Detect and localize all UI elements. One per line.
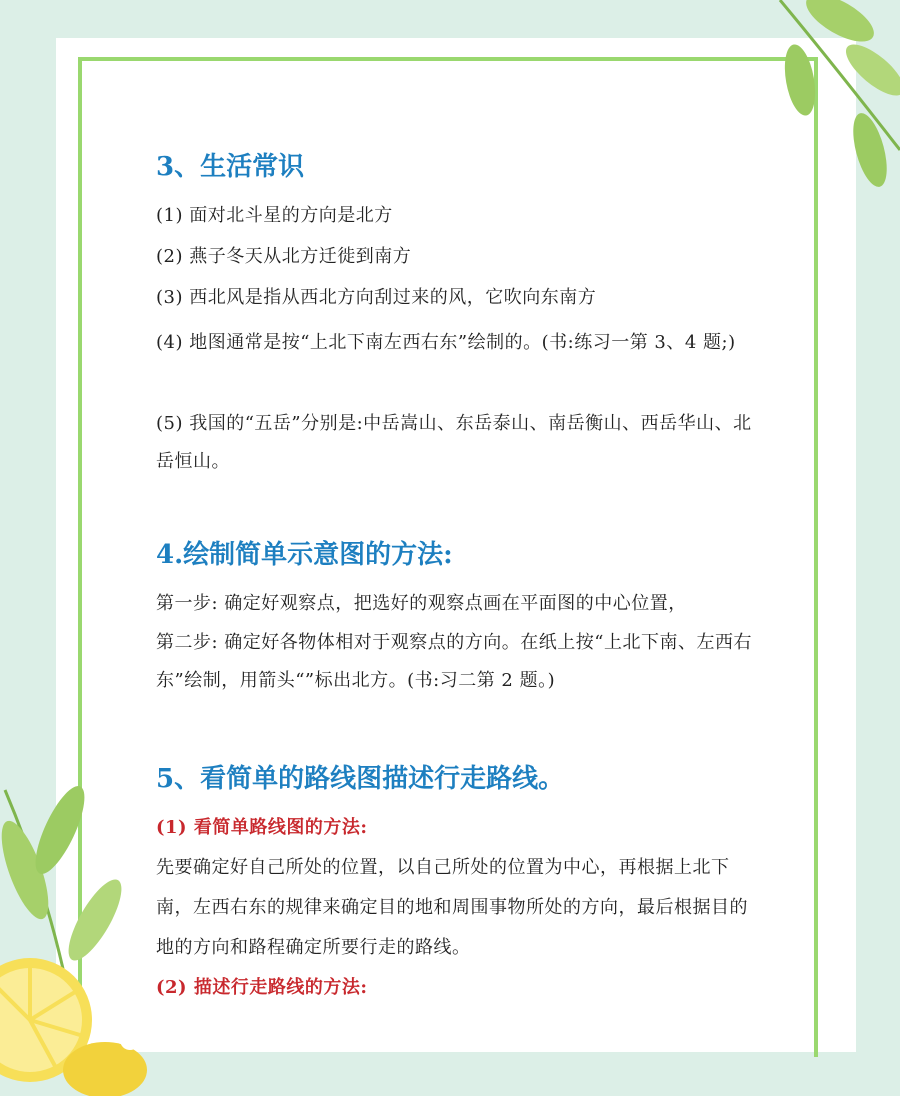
- lemon-leaves-bottom-left-icon: [0, 770, 170, 1096]
- section3-item-4: (4) 地图通常是按“上北下南左西右东”绘制的。(书:练习一第 3、4 题;): [156, 332, 736, 353]
- section3-item-3: (3) 西北风是指从西北方向刮过来的风，它吹向东南方: [156, 287, 597, 308]
- leaf-branch-top-right-icon: [770, 0, 900, 210]
- section5-sub1-text: 先要确定好自己所处的位置，以自己所处的位置为中心，再根据上北下南，左西右东的规律来确定目的地和周围事物所处的方向，最后根据目的地的方向和路程确定所要行走的路线。: [156, 857, 748, 958]
- section5-sub1-title: (1) 看简单路线图的方法:: [156, 817, 368, 838]
- section3-item-5: (5) 我国的“五岳”分别是:中岳嵩山、东岳泰山、南岳衡山、西岳华山、北岳恒山。: [156, 413, 752, 472]
- section5-sub2-title: (2) 描述行走路线的方法:: [156, 977, 368, 998]
- section3-item-2: (2) 燕子冬天从北方迁徙到南方: [156, 246, 412, 267]
- section4-step-1: 第一步: 确定好观察点，把选好的观察点画在平面图的中心位置，: [156, 593, 687, 614]
- section4-heading: 4.绘制简单示意图的方法:: [156, 540, 453, 570]
- section3-item-1: (1) 面对北斗星的方向是北方: [156, 205, 393, 226]
- section4-step-2: 第二步: 确定好各物体相对于观察点的方向。在纸上按“上北下南、左西右东”绘制，用箭头“”标出北方。(书:习二第 2 题。): [156, 632, 752, 691]
- section5-heading: 5、看简单的路线图描述行走路线。: [156, 764, 565, 794]
- section3-heading: 3、生活常识: [156, 152, 305, 182]
